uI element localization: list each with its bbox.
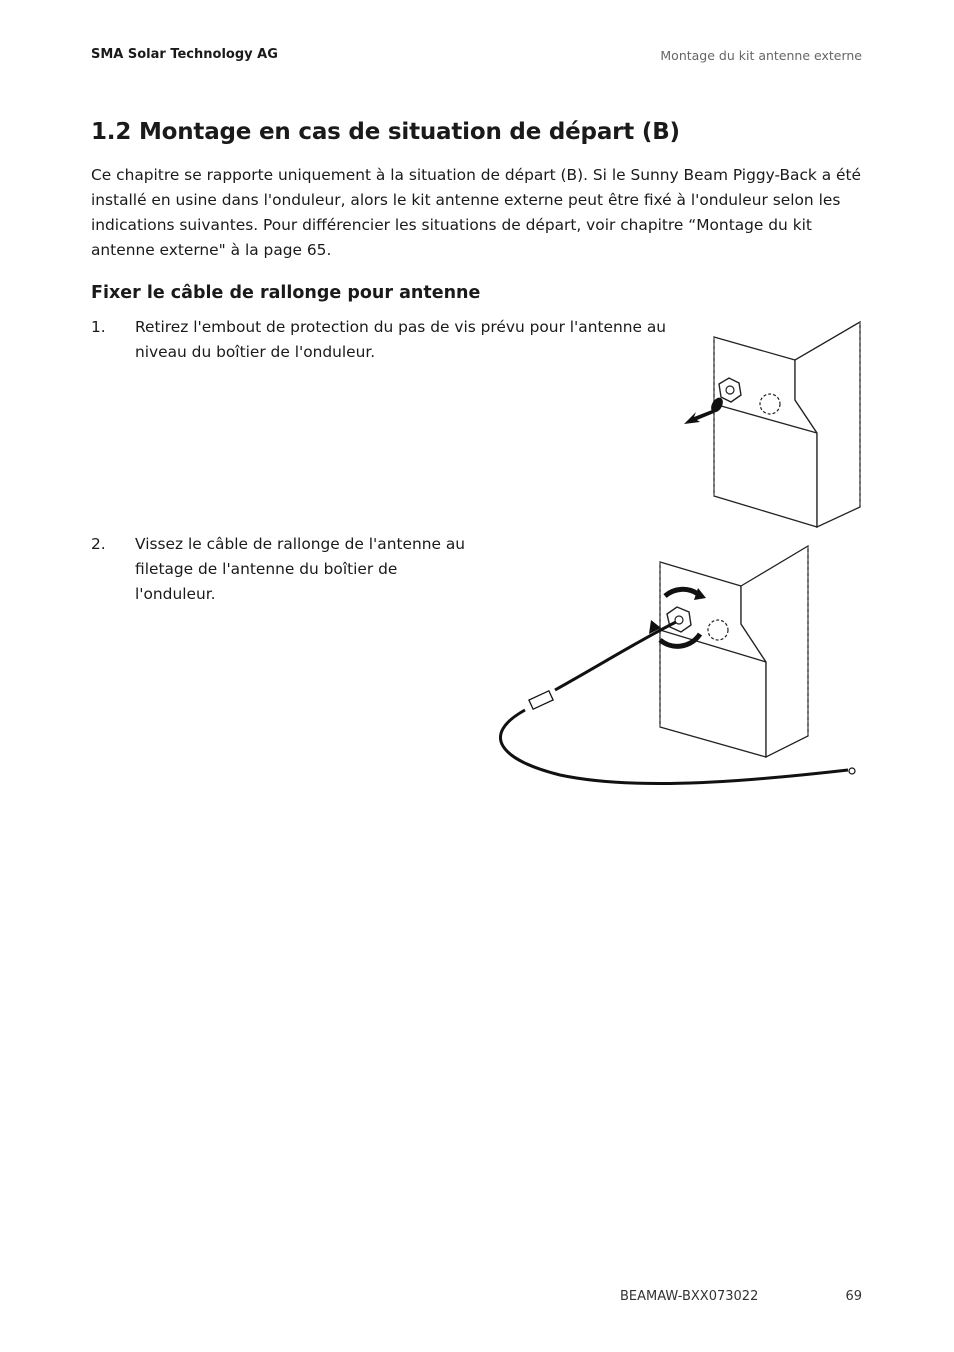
step-2-number: 2. — [91, 535, 106, 553]
section-heading: 1.2 Montage en cas de situation de départ (B) — [91, 119, 680, 145]
remove-cap-illustration — [670, 318, 870, 533]
company-name: SMA Solar Technology AG — [91, 47, 278, 62]
intro-paragraph: Ce chapitre se rapporte uniquement à la situation de départ (B). Si le Sunny Beam Piggy-Back a été installé en usine dans l'onduleur, alors le kit antenne externe peut être fixé à l'onduleur selon les indications suivantes. Pour différencier les situations de départ, voir chapitre “Montage du kit antenne externe" à la page 65. — [91, 166, 862, 259]
running-title: Montage du kit antenne externe — [660, 48, 862, 63]
step-1-text: Retirez l'embout de protection du pas de vis prévu pour l'antenne au niveau du boîtier de l'onduleur. — [135, 318, 667, 361]
step-1-number: 1. — [91, 318, 106, 336]
attach-cable-illustration — [495, 540, 870, 795]
document-code: BEAMAW-BXX073022 — [620, 1289, 759, 1304]
page-number: 69 — [845, 1289, 862, 1304]
step-2-text: Vissez le câble de rallonge de l'antenne au filetage de l'antenne du boîtier de l'onduleur. — [135, 535, 466, 603]
procedure-heading: Fixer le câble de rallonge pour antenne — [91, 283, 481, 303]
